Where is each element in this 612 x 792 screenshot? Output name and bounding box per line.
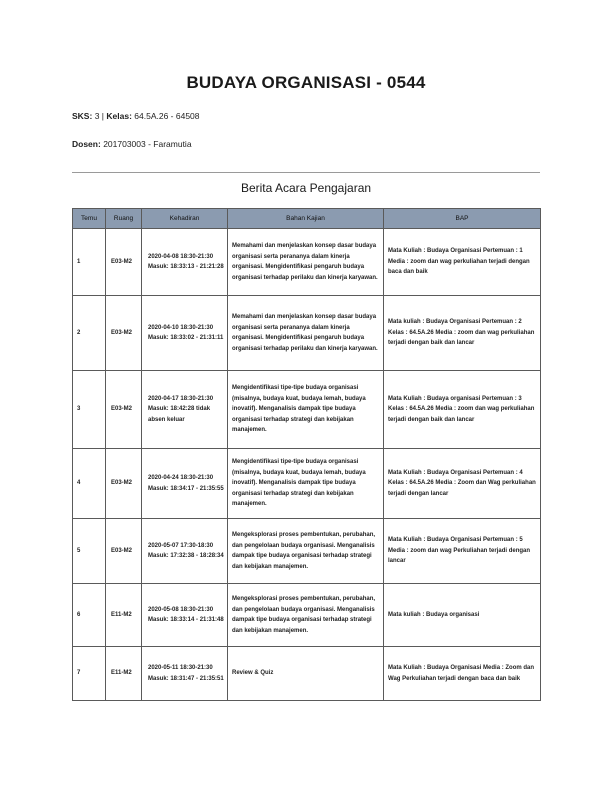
header-bap: BAP	[384, 209, 541, 229]
table-row	[73, 519, 541, 584]
cell-bahan-kajian: Memahami dan menjelaskan konsep dasar budaya organisasi serta perananya dalam kinerja organisasi. Mengidentifikasi pengaruh budaya organisasi terhadap perilaku dan kinerja karyawan.	[228, 229, 384, 296]
cell-kehadiran: 2020-04-17 18:30-21:30 Masuk: 18:42:28 tidak absen keluar	[142, 371, 228, 449]
cell-kehadiran: 2020-05-07 17:30-18:30 Masuk: 17:32:38 - 18:28:34	[142, 519, 228, 584]
dosen-line	[72, 139, 192, 149]
header-bahan-kajian: Bahan Kajian	[228, 209, 384, 229]
divider	[72, 172, 540, 173]
cell-bahan-kajian: Review & Quiz	[228, 647, 384, 701]
section-title: Berita Acara Pengajaran	[240, 181, 372, 195]
separator: |	[101, 111, 105, 121]
cell-temu: 5	[73, 519, 106, 584]
cell-temu: 7	[73, 647, 106, 701]
course-meta-line	[72, 111, 200, 121]
table-row	[73, 229, 541, 296]
cell-ruang: E03-M2	[106, 371, 142, 449]
cell-ruang: E03-M2	[106, 229, 142, 296]
table-row	[73, 296, 541, 371]
cell-bap: Mata kuliah : Budaya organisasi	[384, 584, 541, 647]
cell-temu: 6	[73, 584, 106, 647]
sks-label: SKS:	[72, 111, 93, 121]
kelas-value: 64.5A.26 - 64508	[134, 111, 200, 121]
cell-bap: Mata Kuliah : Budaya Organisasi Pertemuan : 1 Media : zoom dan wag perkuliahan terjadi dengan baca dan baik	[384, 229, 541, 296]
cell-temu: 4	[73, 449, 106, 519]
cell-bahan-kajian: Mengidentifikasi tipe-tipe budaya organisasi (misalnya, budaya kuat, budaya lemah, budaya inovatif). Menganalisis dampak tipe budaya organisasi terhadap strategi dan kebijakan manajemen.	[228, 371, 384, 449]
cell-kehadiran: 2020-04-24 18:30-21:30 Masuk: 18:34:17 - 21:35:55	[142, 449, 228, 519]
cell-kehadiran: 2020-04-10 18:30-21:30 Masuk: 18:33:02 - 21:31:11	[142, 296, 228, 371]
cell-kehadiran: 2020-05-11 18:30-21:30 Masuk: 18:31:47 - 21:35:51	[142, 647, 228, 701]
sks-value: 3	[94, 111, 100, 121]
cell-bahan-kajian: Mengeksplorasi proses pembentukan, perubahan, dan pengelolaan budaya organisasi. Menganalisis dampak tipe budaya organisasi terhadap strategi dan kebijakan manajemen.	[228, 584, 384, 647]
table-row	[73, 647, 541, 701]
kelas-label: Kelas:	[106, 111, 132, 121]
cell-bap: Mata kuliah : Budaya Organisasi Pertemuan : 2 Kelas : 64.5A.26 Media : zoom dan wag perkuliahan terjadi dengan baik dan lancar	[384, 296, 541, 371]
cell-bap: Mata Kuliah : Budaya organisasi Pertemuan : 3 Kelas : 64.5A.26 Media : zoom dan wag perkuliahan terjadi dengan baik dan lancar	[384, 371, 541, 449]
bap-table	[72, 208, 541, 701]
cell-ruang: E11-M2	[106, 584, 142, 647]
header-ruang: Ruang	[106, 209, 142, 229]
cell-ruang: E03-M2	[106, 296, 142, 371]
cell-temu: 2	[73, 296, 106, 371]
cell-temu: 1	[73, 229, 106, 296]
cell-bap: Mata Kuliah : Budaya Organisasi Pertemuan : 5 Media : zoom dan wag Perkuliahan terjadi dengan lancar	[384, 519, 541, 584]
cell-bap: Mata Kuliah : Budaya Organisasi Pertemuan : 4 Kelas : 64.5A.26 Media : Zoom dan Wag perkuliahan terjadi dengan lancar	[384, 449, 541, 519]
header-kehadiran: Kehadiran	[142, 209, 228, 229]
cell-ruang: E11-M2	[106, 647, 142, 701]
cell-bahan-kajian: Mengidentifikasi tipe-tipe budaya organisasi (misalnya, budaya kuat, budaya lemah, budaya inovatif). Menganalisis dampak tipe budaya organisasi terhadap strategi dan kebijakan manajemen.	[228, 449, 384, 519]
cell-bahan-kajian: Mengeksplorasi proses pembentukan, perubahan, dan pengelolaan budaya organisasi. Menganalisis dampak tipe budaya organisasi terhadap strategi dan kebijakan manajemen.	[228, 519, 384, 584]
dosen-value: 201703003 - Faramutia	[103, 139, 192, 149]
table-row	[73, 371, 541, 449]
cell-kehadiran: 2020-05-08 18:30-21:30 Masuk: 18:33:14 - 21:31:48	[142, 584, 228, 647]
cell-kehadiran: 2020-04-08 18:30-21:30 Masuk: 18:33:13 - 21:21:28	[142, 229, 228, 296]
cell-temu: 3	[73, 371, 106, 449]
cell-bap: Mata Kuliah : Budaya Organisasi Media : Zoom dan Wag Perkuliahan terjadi dengan baca dan baik	[384, 647, 541, 701]
header-temu: Temu	[73, 209, 106, 229]
course-title: BUDAYA ORGANISASI - 0544	[186, 73, 426, 92]
cell-ruang: E03-M2	[106, 519, 142, 584]
table-row	[73, 449, 541, 519]
cell-ruang: E03-M2	[106, 449, 142, 519]
dosen-label: Dosen:	[72, 139, 101, 149]
table-header-row	[73, 209, 541, 229]
table-row	[73, 584, 541, 647]
cell-bahan-kajian: Memahami dan menjelaskan konsep dasar budaya organisasi serta perananya dalam kinerja organisasi. Mengidentifikasi pengaruh budaya organisasi terhadap perilaku dan kinerja karyawan.	[228, 296, 384, 371]
